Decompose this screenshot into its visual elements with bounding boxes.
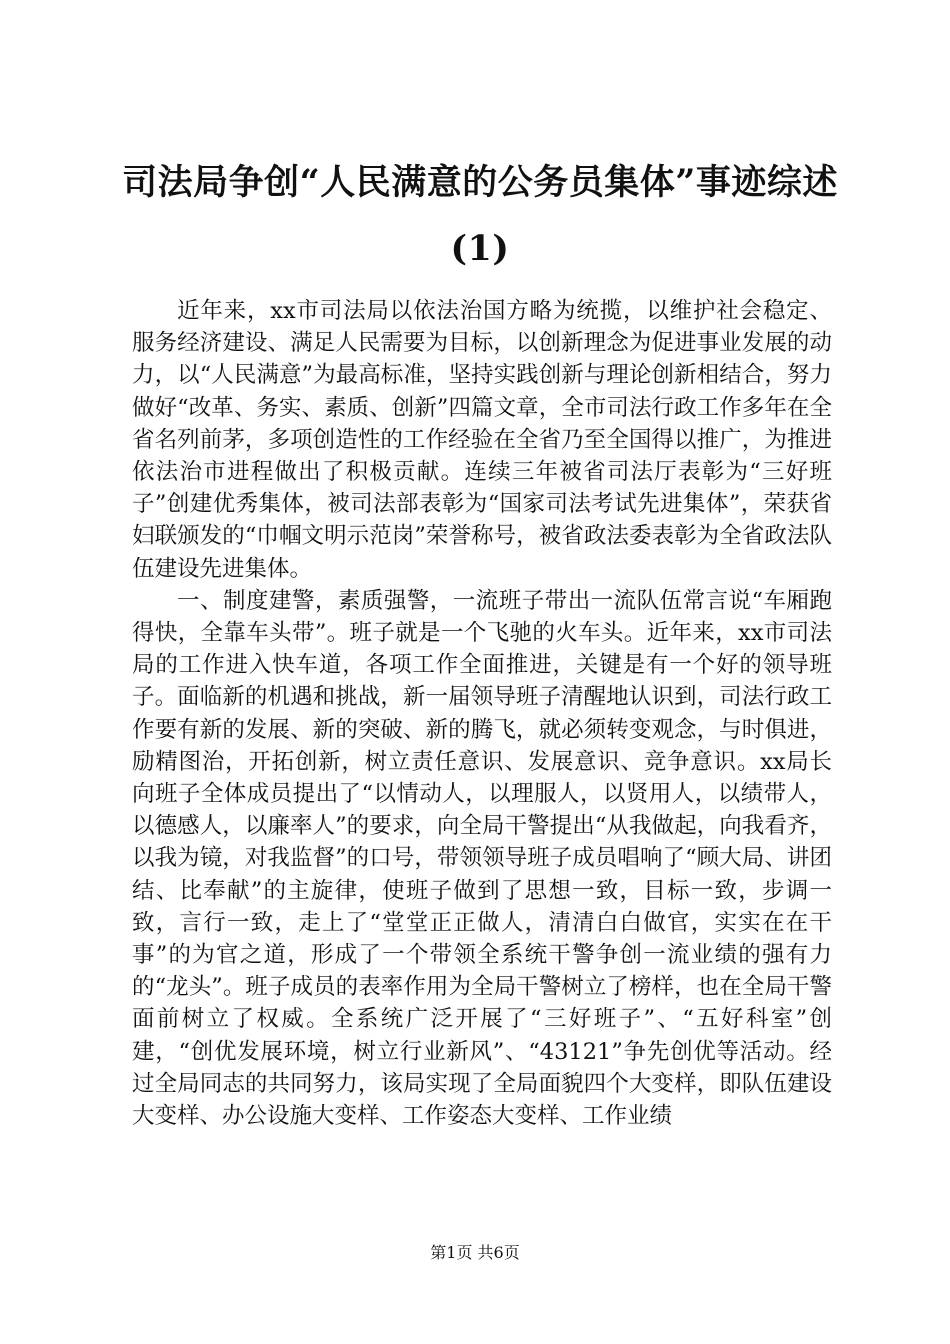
page-number-footer: 第1页 共6页 bbox=[430, 1243, 520, 1262]
paragraph-section-one: 一、制度建警，素质强警，一流班子带出一流队伍常言说“车厢跑得快，全靠车头带”。班子就是一个飞驰的火车头。近年来，xx市司法局的工作进入快车道，各项工作全面推进，关键是有一个好的领导班子。面临新的机遇和挑战，新一届领导班子清醒地认识到，司法行政工作要有新的发展、新的突破、新的腾飞，就必须转变观念，与时俱进，励精图治，开拓创新，树立责任意识、发展意识、竞争意识。xx局长向班子全体成员提出了“以情动人，以理服人，以贤用人，以绩带人，以德感人，以廉率人”的要求，向全局干警提出“从我做起，向我看齐，以我为镜，对我监督”的口号，带领领导班子成员唱响了“顾大局、讲团结、比奉献”的主旋律，使班子做到了思想一致，目标一致，步调一致，言行一致，走上了“堂堂正正做人，清清白白做官，实实在在干事”的为官之道，形成了一个带领全系统干警争创一流业绩的强有力的“龙头”。班子成员的表率作用为全局干警树立了榜样，也在全局干警面前树立了权威。全系统广泛开展了“三好班子”、“五好科室”创建，“创优发展环境，树立行业新风”、“43121”争先创优等活动。经过全局同志的共同努力，该局实现了全局面貌四个大变样，即队伍建设大变样、办公设施大变样、工作姿态大变样、工作业绩 bbox=[132, 587, 832, 1130]
document-body bbox=[132, 295, 832, 1132]
paragraph-intro: 近年来，xx市司法局以依法治国方略为统揽，以维护社会稳定、服务经济建设、满足人民需要为目标，以创新理念为促进事业发展的动力，以“人民满意”为最高标准，坚持实践创新与理论创新相结合，努力做好“改革、务实、素质、创新”四篇文章，全市司法行政工作多年在全省名列前茅，多项创造性的工作经验在全省乃至全国得以推广，为推进依法治市进程做出了积极贡献。连续三年被省司法厅表彰为“三好班子”创建优秀集体，被司法部表彰为“国家司法考试先进集体”，荣获省妇联颁发的“巾帼文明示范岗”荣誉称号，被省政法委表彰为全省政法队伍建设先进集体。 bbox=[132, 298, 832, 582]
document-title: 司法局争创“人民满意的公务员集体”事迹综述(1) bbox=[122, 162, 838, 269]
